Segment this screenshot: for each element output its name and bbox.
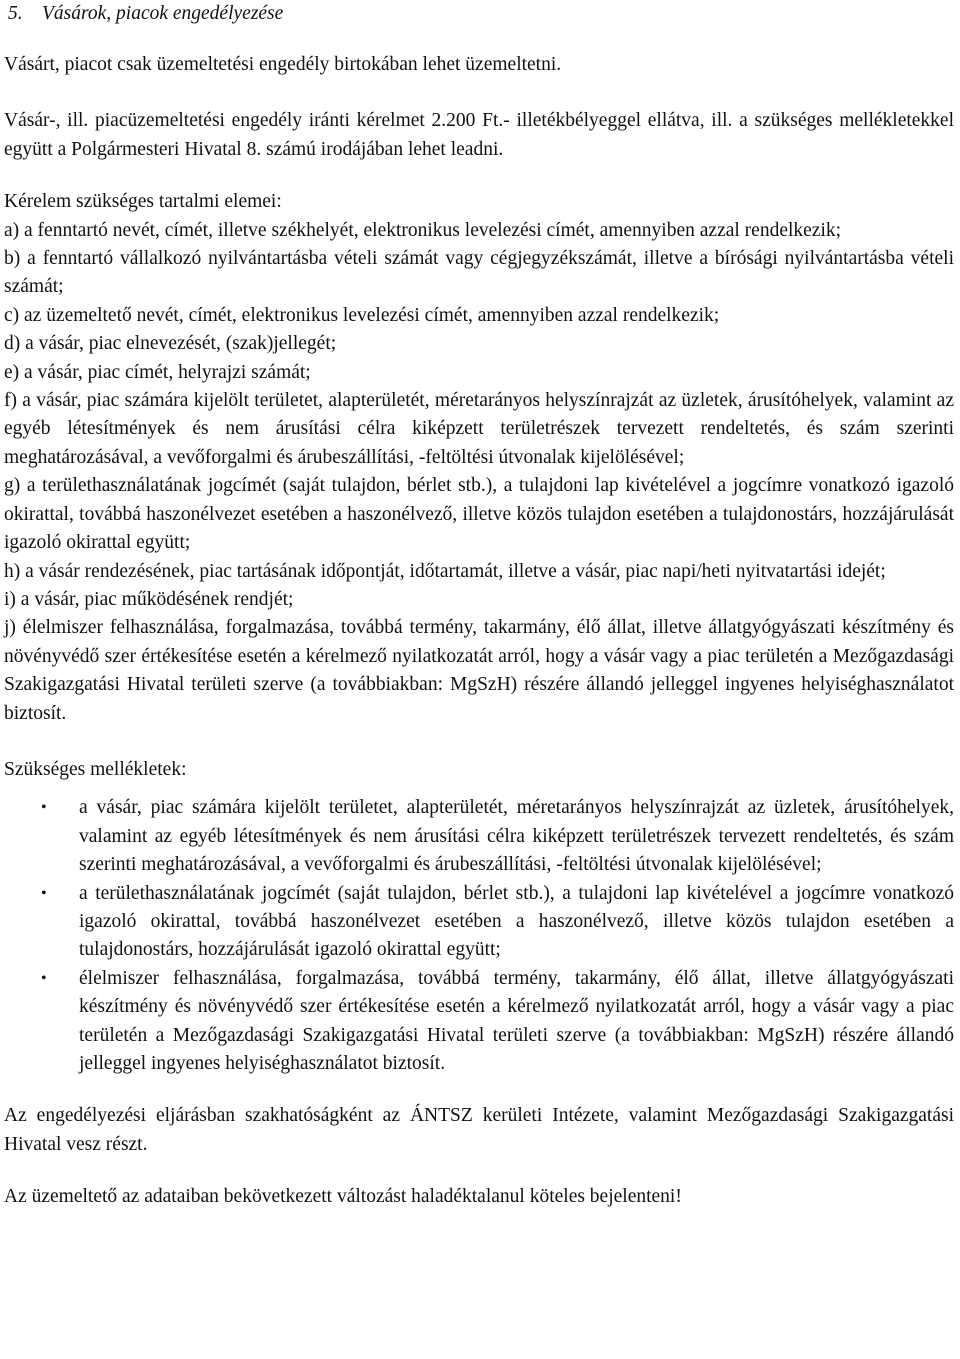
annex-item-text: a területhasználatának jogcímét (saját tulajdon, bérlet stb.), a tulajdoni lap kivételével a jogcímre vonatkozó igazoló okirattal, továbbá haszonélvezet esetében a haszonélvező, illetve közös tulajdon esetében a tulajdonostárs, hozzájárulását igazoló okirattal együtt;: [79, 882, 954, 961]
requirement-item-g: g) a területhasználatának jogcímét (saját tulajdon, bérlet stb.), a tulajdoni lap kivételével a jogcímre vonatkozó igazoló okirattal, továbbá haszonélvezet esetében a haszonélvező, illetve közös tulajdon esetében a tulajdonostárs, hozzájárulását igazoló okirattal együtt;: [4, 475, 954, 554]
annexes-title: Szükséges mellékletek:: [4, 758, 187, 780]
section-number: 5.: [8, 3, 23, 24]
requirement-item-h: h) a vásár rendezésének, piac tartásának időpontját, időtartamát, illetve a vásár, piac napi/heti nyitvatartási idejét;: [4, 560, 886, 582]
annex-item: [4, 880, 954, 965]
annex-item: [4, 794, 954, 879]
submission-paragraph: Vásár-, ill. piacüzemeltetési engedély iránti kérelmet 2.200 Ft.- illetékbélyeggel ellátva, ill. a szükséges mellékletekkel együtt a Polgármesteri Hivatal 8. számú irodájában lehet leadni.: [4, 110, 954, 160]
requirement-item-i: i) a vásár, piac működésének rendjét;: [4, 588, 294, 610]
requirement-item-e: e) a vásár, piac címét, helyrajzi számát;: [4, 361, 311, 383]
requirement-item-f: f) a vásár, piac számára kijelölt területet, alapterületét, méretarányos helyszínrajzát az üzletek, árusítóhelyek, valamint az egyéb létesítmények és nem árusítási célra kiképzett területrészek tervezett rendeltetés, és szám szerinti meghatározásával, a vevőforgalmi és árubeszállítási, -feltöltési útvonalak kijelölésével;: [4, 390, 954, 468]
requirements-title: Kérelem szükséges tartalmi elemei:: [4, 191, 282, 213]
annex-item: [4, 965, 954, 1079]
requirement-item-b: b) a fenntartó vállalkozó nyilvántartásba vételi számát vagy cégjegyzékszámát, illetve a bírósági nyilvántartásba vételi számát;: [4, 248, 954, 298]
requirements-list: [4, 217, 954, 728]
bullet-icon: •: [41, 884, 47, 902]
authority-paragraph: Az engedélyezési eljárásban szakhatóságként az ÁNTSZ kerületi Intézete, valamint Mezőgazdasági Szakigazgatási Hivatal vesz részt.: [4, 1105, 954, 1155]
annexes-list: [4, 794, 954, 1078]
requirement-item-j: j) élelmiszer felhasználása, forgalmazása, továbbá termény, takarmány, élő állat, illetve állatgyógyászati készítmény és növényvédő szer értékesítése esetén a kérelmező nyilatkozatát arról, hogy a vásár vagy a piac területén a Mezőgazdasági Szakigazgatási Hivatal területi szerve (a továbbiakban: MgSzH) részére állandó jelleggel ingyenes helyiséghasználatot biztosít.: [4, 617, 954, 724]
bullet-icon: •: [41, 969, 47, 987]
requirement-item-c: c) az üzemeltető nevét, címét, elektronikus levelezési címét, amennyiben azzal rendelkezik;: [4, 304, 720, 326]
section-title: Vásárok, piacok engedélyezése: [42, 3, 284, 24]
intro-paragraph: Vásárt, piacot csak üzemeltetési engedély birtokában lehet üzemeltetni.: [4, 54, 562, 75]
requirement-item-d: d) a vásár, piac elnevezését, (szak)jellegét;: [4, 333, 337, 355]
section-heading: [0, 0, 954, 28]
bullet-icon: •: [41, 799, 47, 817]
annex-item-text: a vásár, piac számára kijelölt területet, alapterületét, méretarányos helyszínrajzát az üzletek, árusítóhelyek, valamint az egyéb létesítmények és nem árusítási célra kiképzett területrészek tervezett rendeltetés, és szám szerinti meghatározásával, a vevőforgalmi és árubeszállítási, -feltöltési útvonalak kijelölésével;: [79, 797, 954, 876]
annex-item-text: élelmiszer felhasználása, forgalmazása, továbbá termény, takarmány, élő állat, illetve állatgyógyászati készítmény és növényvédő szer értékesítése esetén a kérelmező nyilatkozatát arról, hogy a vásár vagy a piac területén a Mezőgazdasági Szakigazgatási Hivatal területi szerve (a továbbiakban: MgSzH) részére állandó jelleggel ingyenes helyiséghasználatot biztosít.: [79, 967, 954, 1074]
notice-paragraph: Az üzemeltető az adataiban bekövetkezett változást haladéktalanul köteles bejelenteni!: [4, 1186, 682, 1208]
requirement-item-a: a) a fenntartó nevét, címét, illetve székhelyét, elektronikus levelezési címét, amennyiben azzal rendelkezik;: [4, 219, 842, 241]
